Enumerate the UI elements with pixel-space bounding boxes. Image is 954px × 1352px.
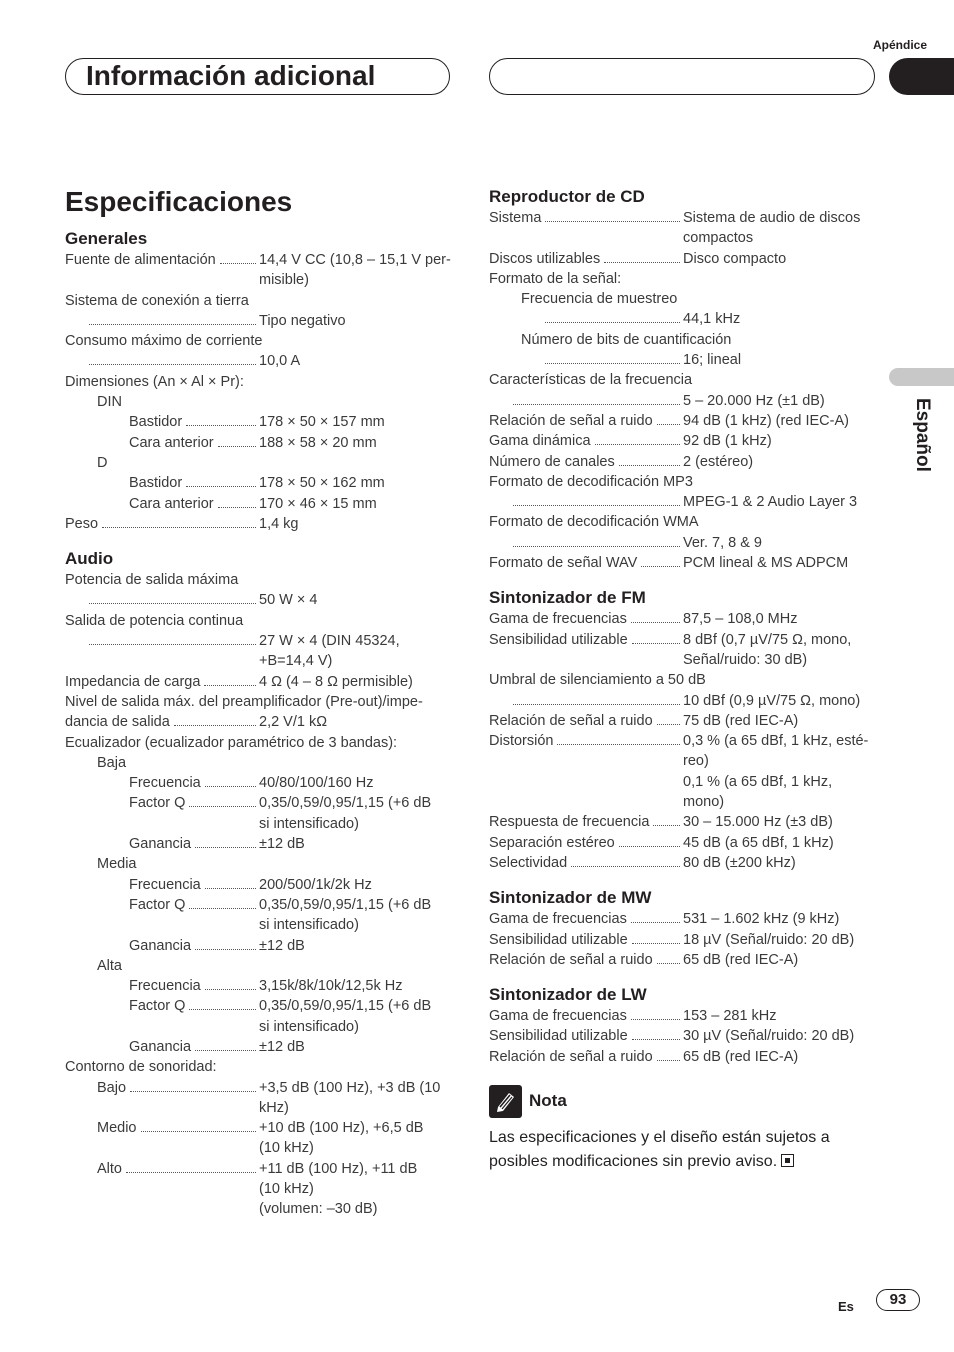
language-code: Es <box>838 1299 854 1314</box>
spec-row <box>489 1006 874 1026</box>
spec-row <box>65 895 453 936</box>
spec-label-cell <box>65 631 258 672</box>
spec-row <box>489 853 874 873</box>
spec-rows <box>65 570 453 1220</box>
spec-label: Formato de señal WAV <box>489 555 638 572</box>
spec-row <box>65 875 453 895</box>
dot-leader <box>189 793 256 807</box>
spec-heading-line: Umbral de silenciamiento a 50 dB <box>489 672 706 689</box>
dot-leader <box>205 773 256 787</box>
spec-row <box>489 833 874 853</box>
spec-label: Ganancia <box>129 937 192 954</box>
spec-label: Sistema <box>489 210 542 226</box>
spec-value: 188 × 58 × 20 mm <box>259 434 377 451</box>
spec-row <box>65 590 453 610</box>
spec-label-cell <box>65 834 258 854</box>
spec-label-cell <box>65 996 258 1037</box>
spec-heading-line: Media <box>97 856 137 873</box>
spec-heading-line: Formato de decodificación MP3 <box>489 473 693 490</box>
spec-label: Bastidor <box>129 475 183 492</box>
dot-leader <box>174 712 256 726</box>
spec-section-generales <box>65 228 453 534</box>
spec-label: dancia de salida <box>65 714 170 731</box>
spec-value: 45 dB (a 65 dBf, 1 kHz) <box>683 834 834 851</box>
spec-value: +10 dB (100 Hz), +6,5 dB (10 kHz) <box>259 1120 424 1157</box>
spec-value: ±12 dB <box>259 937 305 954</box>
spec-label: Medio <box>97 1120 137 1137</box>
dot-leader <box>89 311 256 325</box>
spec-label-cell <box>489 1006 682 1026</box>
spec-value: 1,4 kg <box>259 515 299 532</box>
spec-value: 50 W × 4 <box>259 592 318 609</box>
spec-value: +11 dB (100 Hz), +11 dB (10 kHz) (volumen: –30 dB) <box>259 1160 418 1218</box>
spec-label-cell <box>489 691 682 711</box>
spec-row <box>489 1047 874 1067</box>
spec-heading-line: Formato de decodificación WMA <box>489 514 699 531</box>
spec-value: 80 dB (±200 kHz) <box>683 854 796 871</box>
spec-value: 531 – 1.602 kHz (9 kHz) <box>683 911 840 928</box>
header-frame <box>489 58 875 95</box>
spec-value: 92 dB (1 kHz) <box>683 433 772 450</box>
spec-label-cell <box>65 1159 258 1220</box>
spec-row <box>65 936 453 956</box>
spec-label-cell <box>489 909 682 929</box>
spec-row <box>65 1159 453 1220</box>
note-header <box>489 1085 874 1118</box>
spec-heading-line: Frecuencia de muestreo <box>521 291 678 308</box>
dot-leader <box>195 1037 256 1051</box>
spec-row <box>65 351 453 371</box>
spec-value: 153 – 281 kHz <box>683 1008 777 1025</box>
dot-leader <box>189 895 256 909</box>
dot-leader <box>545 208 680 222</box>
spec-heading-line: Baja <box>97 754 127 771</box>
spec-row <box>489 553 874 573</box>
spec-value: 16; lineal <box>683 352 742 369</box>
spec-label-cell <box>65 1118 258 1159</box>
spec-row <box>65 1037 453 1057</box>
spec-value: 0,35/0,59/0,95/1,15 (+6 dB si intensificado) <box>259 896 432 934</box>
spec-row <box>65 494 453 514</box>
spec-row <box>489 533 874 553</box>
section-heading: Audio <box>65 549 114 569</box>
spec-label-cell <box>489 452 682 472</box>
spec-label-cell <box>65 351 258 371</box>
dot-leader <box>513 492 680 506</box>
dot-leader <box>141 1118 257 1132</box>
right-column <box>489 186 874 1174</box>
spec-value: 3,15k/8k/10k/12,5k Hz <box>259 978 403 995</box>
spec-value: ±12 dB <box>259 1038 305 1055</box>
spec-row <box>65 793 453 834</box>
spec-value: +3,5 dB (100 Hz), +3 dB (10 kHz) <box>259 1079 441 1116</box>
spec-row <box>65 1118 453 1159</box>
spec-label-cell <box>489 609 682 629</box>
pencil-note-icon <box>489 1085 522 1118</box>
spec-label: Selectividad <box>489 854 568 871</box>
dot-leader <box>89 631 256 645</box>
dot-leader <box>513 391 680 405</box>
spec-heading-line: Dimensiones (An × Al × Pr): <box>65 373 244 390</box>
spec-label: Frecuencia <box>129 978 201 995</box>
spec-row <box>489 492 874 512</box>
spec-label: Gama de frecuencias <box>489 611 627 628</box>
spec-label-cell <box>489 630 682 671</box>
spec-section-audio <box>65 548 453 1220</box>
spec-label-cell <box>489 833 682 853</box>
dot-leader <box>619 833 680 847</box>
dot-leader <box>632 930 680 944</box>
spec-row <box>65 996 453 1037</box>
spec-label-cell <box>489 950 682 970</box>
spec-rows <box>489 909 874 970</box>
spec-label: Cara anterior <box>129 434 214 451</box>
dot-leader <box>619 452 680 466</box>
dot-leader <box>545 309 680 323</box>
spec-row <box>489 411 874 431</box>
spec-label: Impedancia de carga <box>65 673 201 690</box>
spec-value: ±12 dB <box>259 836 305 853</box>
dot-leader <box>126 1159 256 1173</box>
spec-value: 2,2 V/1 kΩ <box>259 714 328 731</box>
spec-row <box>65 311 453 331</box>
spec-heading-line: Consumo máximo de corriente <box>65 333 263 350</box>
note-body: Las especificaciones y el diseño están sujetos a posibles modificaciones sin previo aviso. <box>489 1128 830 1170</box>
spec-heading-line: Ecualizador (ecualizador paramétrico de 3 bandas): <box>65 734 398 751</box>
dot-leader <box>102 514 256 528</box>
dot-leader <box>205 976 256 990</box>
section-heading: Sintonizador de MW <box>489 888 652 908</box>
spec-label-cell <box>65 1037 258 1057</box>
dot-leader <box>632 630 680 644</box>
spec-label-cell <box>489 731 682 812</box>
spec-label: Número de canales <box>489 453 615 470</box>
spec-row <box>65 712 453 732</box>
spec-label-cell <box>65 494 258 514</box>
spec-label-cell <box>65 672 258 692</box>
spec-label-cell <box>65 250 258 291</box>
spec-label-cell <box>489 1047 682 1067</box>
spec-row <box>65 631 453 672</box>
spec-row <box>489 208 874 249</box>
spec-row <box>489 909 874 929</box>
spec-value: 2 (estéreo) <box>683 453 754 470</box>
spec-value: 27 W × 4 (DIN 45324, +B=14,4 V) <box>259 633 400 670</box>
spec-label: Relación de señal a ruido <box>489 412 653 429</box>
dot-leader <box>657 950 680 964</box>
spec-heading-line: DIN <box>97 394 122 411</box>
note-text <box>489 1126 874 1174</box>
section-heading: Sintonizador de LW <box>489 985 647 1005</box>
spec-row <box>489 812 874 832</box>
spec-heading-line: Potencia de salida máxima <box>65 572 239 589</box>
spec-label-cell <box>65 936 258 956</box>
spec-rows <box>489 1006 874 1067</box>
spec-rows <box>65 250 453 534</box>
spec-row <box>65 976 453 996</box>
spec-value: Sistema de audio de discos compactos <box>683 210 861 247</box>
dot-leader <box>641 553 680 567</box>
spec-label-cell <box>489 930 682 950</box>
spec-label: Relación de señal a ruido <box>489 951 653 968</box>
dot-leader <box>89 351 256 365</box>
spec-row <box>489 452 874 472</box>
spec-section-mw <box>489 887 874 970</box>
dot-leader <box>653 812 680 826</box>
spec-label: Ganancia <box>129 836 192 853</box>
spec-label-cell <box>65 433 258 453</box>
spec-heading-line: Características de la frecuencia <box>489 372 693 389</box>
spec-row <box>489 431 874 451</box>
spec-value: 178 × 50 × 162 mm <box>259 475 385 492</box>
spec-value: 200/500/1k/2k Hz <box>259 876 372 893</box>
page-title: Especificaciones <box>65 186 293 217</box>
spec-label-cell <box>489 208 682 249</box>
section-heading: Sintonizador de FM <box>489 588 646 608</box>
spec-heading-line: Alta <box>97 957 122 974</box>
dot-leader <box>604 249 680 263</box>
spec-value: 170 × 46 × 15 mm <box>259 495 377 512</box>
spec-value: 0,35/0,59/0,95/1,15 (+6 dB si intensificado) <box>259 998 432 1035</box>
spec-label-cell <box>65 712 258 732</box>
dot-leader <box>631 609 680 623</box>
dot-leader <box>632 1026 680 1040</box>
spec-value: PCM lineal & MS ADPCM <box>683 555 849 572</box>
spec-label-cell <box>489 533 682 553</box>
spec-row <box>65 773 453 793</box>
spec-value: MPEG-1 & 2 Audio Layer 3 <box>683 494 858 511</box>
section-heading: Generales <box>65 229 148 248</box>
spec-row <box>65 1078 453 1119</box>
spec-value: 65 dB (red IEC-A) <box>683 1048 799 1065</box>
language-tab-marker <box>889 368 954 386</box>
spec-value: 4 Ω (4 – 8 Ω permisible) <box>259 673 413 690</box>
spec-value: 65 dB (red IEC-A) <box>683 951 799 968</box>
dot-leader <box>631 1006 680 1020</box>
spec-row <box>489 609 874 629</box>
spec-label-cell <box>65 875 258 895</box>
dot-leader <box>218 494 256 508</box>
left-column <box>65 184 453 1220</box>
spec-label-cell <box>489 492 682 512</box>
spec-label-cell <box>65 773 258 793</box>
spec-row <box>489 1026 874 1046</box>
spec-label: Sensibilidad utilizable <box>489 631 628 648</box>
dot-leader <box>130 1078 256 1092</box>
spec-label: Relación de señal a ruido <box>489 712 653 729</box>
spec-value: 0,3 % (a 65 dBf, 1 kHz, esté- reo) 0,1 % (a 65 dBf, 1 kHz, mono) <box>683 733 869 811</box>
spec-label-cell <box>489 711 682 731</box>
spec-value: Ver. 7, 8 & 9 <box>683 534 762 551</box>
spec-row <box>65 834 453 854</box>
spec-label-cell <box>489 553 682 573</box>
spec-label-cell <box>489 249 682 269</box>
spec-rows <box>489 609 874 873</box>
spec-label: Ganancia <box>129 1038 192 1055</box>
spec-label-cell <box>65 473 258 493</box>
spec-label-cell <box>65 895 258 936</box>
spec-row <box>489 249 874 269</box>
spec-row <box>489 350 874 370</box>
spec-label-cell <box>489 350 682 370</box>
spec-value: 30 – 15.000 Hz (±3 dB) <box>683 814 833 831</box>
spec-label-cell <box>65 1078 258 1119</box>
spec-label: Frecuencia <box>129 775 201 792</box>
spec-value: 5 – 20.000 Hz (±1 dB) <box>683 392 825 409</box>
spec-label-cell <box>489 411 682 431</box>
spec-section-fm <box>489 587 874 873</box>
spec-heading-line: Sistema de conexión a tierra <box>65 292 249 309</box>
note-title: Nota <box>529 1091 567 1111</box>
dot-leader <box>186 412 256 426</box>
page-number: 93 <box>876 1289 920 1311</box>
spec-label-cell <box>65 793 258 834</box>
dot-leader <box>571 853 680 867</box>
spec-row <box>65 672 453 692</box>
spec-value: 14,4 V CC (10,8 – 15,1 V per- misible) <box>259 252 451 289</box>
spec-label: Relación de señal a ruido <box>489 1048 653 1065</box>
spec-row <box>65 514 453 534</box>
spec-label-cell <box>489 431 682 451</box>
dot-leader <box>545 350 680 364</box>
spec-label: Sensibilidad utilizable <box>489 1028 628 1045</box>
spec-label: Factor Q <box>129 896 186 913</box>
spec-value: 75 dB (red IEC-A) <box>683 712 799 729</box>
dot-leader <box>218 433 256 447</box>
dot-leader <box>204 672 256 686</box>
spec-heading-line: Contorno de sonoridad: <box>65 1059 217 1076</box>
spec-label: Factor Q <box>129 998 186 1015</box>
dot-leader <box>89 590 256 604</box>
spec-value: 40/80/100/160 Hz <box>259 775 374 792</box>
spec-heading-line: D <box>97 454 108 471</box>
spec-label-cell <box>65 412 258 432</box>
spec-row <box>65 250 453 291</box>
spec-heading-line: Formato de la señal: <box>489 270 622 287</box>
language-tab-label: Español <box>912 398 933 472</box>
end-mark-icon <box>781 1154 794 1167</box>
spec-label: Gama dinámica <box>489 433 591 450</box>
spec-row <box>489 630 874 671</box>
spec-value: 10 dBf (0,9 µV/75 Ω, mono) <box>683 692 861 709</box>
dot-leader <box>195 936 256 950</box>
spec-value: 87,5 – 108,0 MHz <box>683 611 798 628</box>
section-header <box>65 58 450 95</box>
spec-label: Sensibilidad utilizable <box>489 931 628 948</box>
dot-leader <box>186 473 256 487</box>
dot-leader <box>205 875 256 889</box>
chapter-tab <box>889 58 954 95</box>
spec-value: 44,1 kHz <box>683 311 741 328</box>
spec-row <box>65 473 453 493</box>
spec-heading-line: Nivel de salida máx. del preamplificador (Pre-out)/impe- <box>65 693 423 710</box>
appendix-label: Apéndice <box>872 38 927 52</box>
spec-label: Separación estéreo <box>489 834 615 851</box>
spec-row <box>489 930 874 950</box>
spec-label-cell <box>489 812 682 832</box>
spec-label-cell <box>489 853 682 873</box>
dot-leader <box>195 834 256 848</box>
spec-heading-line: Salida de potencia continua <box>65 612 244 629</box>
spec-value: Tipo negativo <box>259 312 346 329</box>
spec-label: Distorsión <box>489 733 554 750</box>
spec-label: Gama de frecuencias <box>489 911 627 928</box>
dot-leader <box>513 691 680 705</box>
spec-value: Disco compacto <box>683 250 787 267</box>
spec-label: Alto <box>97 1160 122 1177</box>
spec-row <box>65 433 453 453</box>
spec-label: Peso <box>65 515 99 532</box>
spec-value: 18 µV (Señal/ruido: 20 dB) <box>683 931 855 948</box>
dot-leader <box>657 1047 680 1061</box>
spec-value: 30 µV (Señal/ruido: 20 dB) <box>683 1028 855 1045</box>
spec-label-cell <box>65 590 258 610</box>
spec-row <box>489 309 874 329</box>
spec-value: 10,0 A <box>259 353 301 370</box>
spec-value: 8 dBf (0,7 µV/75 Ω, mono, Señal/ruido: 30 dB) <box>683 631 852 668</box>
spec-value: 94 dB (1 kHz) (red IEC-A) <box>683 412 849 429</box>
spec-label: Cara anterior <box>129 495 214 512</box>
spec-label: Discos utilizables <box>489 250 601 267</box>
spec-label: Bajo <box>97 1079 127 1096</box>
dot-leader <box>657 411 680 425</box>
spec-label: Fuente de alimentación <box>65 252 216 268</box>
spec-row <box>489 731 874 812</box>
spec-row <box>489 391 874 411</box>
spec-row <box>489 711 874 731</box>
spec-label-cell <box>489 391 682 411</box>
dot-leader <box>220 250 256 264</box>
spec-heading-line: Número de bits de cuantificación <box>521 331 732 348</box>
dot-leader <box>557 731 680 745</box>
spec-row <box>489 691 874 711</box>
spec-label-cell <box>65 311 258 331</box>
spec-value: 0,35/0,59/0,95/1,15 (+6 dB si intensificado) <box>259 795 432 832</box>
section-title: Información adicional <box>86 60 376 91</box>
spec-label: Respuesta de frecuencia <box>489 814 650 831</box>
spec-label: Factor Q <box>129 795 186 812</box>
spec-value: 178 × 50 × 157 mm <box>259 414 385 431</box>
spec-label: Gama de frecuencias <box>489 1008 627 1025</box>
spec-label: Frecuencia <box>129 876 201 893</box>
dot-leader <box>189 996 256 1010</box>
dot-leader <box>595 431 680 445</box>
spec-label-cell <box>65 976 258 996</box>
spec-section-cd <box>489 186 874 573</box>
dot-leader <box>631 909 680 923</box>
spec-rows <box>489 208 874 573</box>
dot-leader <box>657 711 680 725</box>
spec-label-cell <box>489 1026 682 1046</box>
spec-label-cell <box>489 309 682 329</box>
dot-leader <box>513 533 680 547</box>
spec-label: Bastidor <box>129 414 183 431</box>
spec-section-lw <box>489 984 874 1067</box>
spec-row <box>489 950 874 970</box>
spec-row <box>65 412 453 432</box>
spec-label-cell <box>65 514 258 534</box>
section-heading: Reproductor de CD <box>489 187 645 206</box>
